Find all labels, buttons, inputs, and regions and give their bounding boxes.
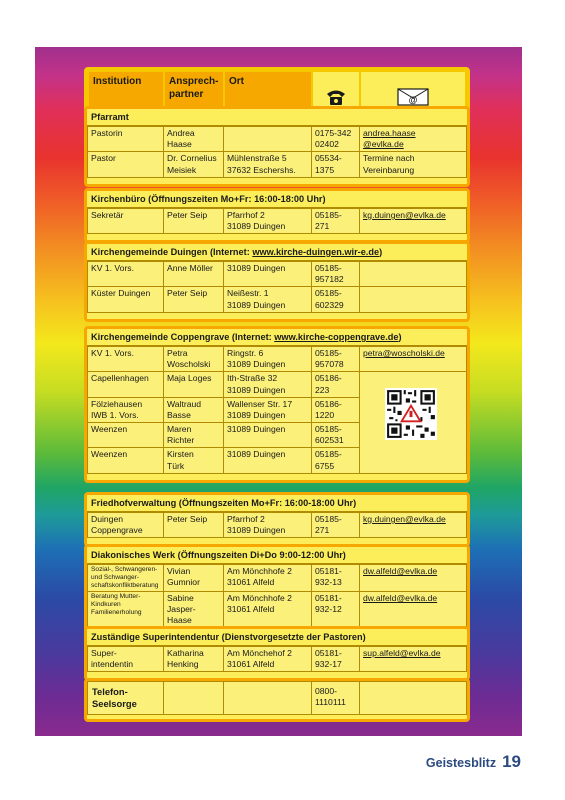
cell-place: Wallenser Str. 17 31089 Duingen	[224, 397, 312, 422]
table-row	[88, 209, 467, 234]
table-row	[88, 513, 467, 538]
section-superintendentur	[84, 626, 470, 681]
table-row	[88, 262, 467, 287]
cell-institution: Weenzen	[88, 448, 164, 473]
cell-email	[360, 262, 467, 287]
table-row	[88, 347, 467, 372]
cell-institution: Beratung Mutter- Kindkuren Familienerholung	[88, 591, 164, 628]
section-title: Diakonisches Werk (Öffnungszeiten Di+Do 9:00-12:00 Uhr)	[87, 547, 467, 564]
cell-phone: 0175-342 02402	[312, 127, 360, 152]
cell-phone: 05185- 957182	[312, 262, 360, 287]
cell-place: Pfarrhof 2 31089 Duingen	[224, 209, 312, 234]
cell-phone: 05534- 1375	[312, 152, 360, 177]
table-row	[88, 127, 467, 152]
table-row	[88, 565, 467, 592]
section-title: Kirchenbüro (Öffnungszeiten Mo+Fr: 16:00-18:00 Uhr)	[87, 191, 467, 208]
email-link[interactable]: dw.alfeld@evlka.de	[360, 565, 467, 592]
cell-place: Mühlenstraße 5 37632 Eschershs.	[224, 152, 312, 177]
cell-contact: Maja Loges	[164, 372, 224, 397]
magazine-name: Geistesblitz	[425, 756, 497, 770]
cell-phone: 05185- 271	[312, 209, 360, 234]
section-title-text: Kirchengemeinde Duingen (Internet:	[91, 247, 253, 257]
table-row	[88, 287, 467, 312]
cell-contact: Katharina Henking	[164, 647, 224, 672]
section-title	[87, 329, 467, 346]
cell-phone: 05186- 1220	[312, 397, 360, 422]
cell-contact: Vivian Gumnior	[164, 565, 224, 592]
cell-place: Pfarrhof 2 31089 Duingen	[224, 513, 312, 538]
cell-institution: Pastorin	[88, 127, 164, 152]
cell-institution: Telefon- Seelsorge	[88, 682, 164, 715]
cell-institution: Super- intendentin	[88, 647, 164, 672]
website-link[interactable]: www.kirche-coppengrave.de	[274, 332, 399, 342]
table-row	[88, 591, 467, 628]
cell-phone: 05181- 932-13	[312, 565, 360, 592]
cell-phone: 05185- 957078	[312, 347, 360, 372]
email-link[interactable]: dw.alfeld@evlka.de	[360, 591, 467, 628]
cell-contact	[164, 682, 224, 715]
cell-phone: 05186- 223	[312, 372, 360, 397]
section-title-end: )	[379, 247, 383, 257]
section-friedhof	[84, 492, 470, 547]
cell-contact: Maren Richter	[164, 423, 224, 448]
page-footer	[426, 752, 521, 772]
cell-contact: Sabine Jasper-Haase	[164, 591, 224, 628]
table-row	[88, 647, 467, 672]
header-place: Ort	[224, 71, 312, 114]
section-title	[87, 244, 467, 261]
phone-icon	[325, 88, 347, 106]
section-duingen	[84, 241, 470, 322]
cell-institution: Weenzen	[88, 423, 164, 448]
email-link[interactable]: kg.duingen@evlka.de	[360, 209, 467, 234]
email-link[interactable]: petra@woscholski.de	[360, 347, 467, 372]
cell-place: Am Mönchehof 2 31061 Alfeld	[224, 647, 312, 672]
svg-text:@: @	[408, 95, 418, 105]
page-number: 19	[502, 752, 521, 771]
section-seelsorge	[84, 678, 470, 722]
cell-email	[360, 682, 467, 715]
cell-place	[224, 127, 312, 152]
section-title-end: )	[398, 332, 402, 342]
cell-phone: 05185- 602329	[312, 287, 360, 312]
cell-place	[224, 682, 312, 715]
cell-place: Am Mönchhofe 2 31061 Alfeld	[224, 591, 312, 628]
cell-place: Neißestr. 1 31089 Duingen	[224, 287, 312, 312]
cell-place: Ith-Straße 32 31089 Duingen	[224, 372, 312, 397]
cell-contact: Kirsten Türk	[164, 448, 224, 473]
cell-contact: Waltraud Basse	[164, 397, 224, 422]
cell-place: Am Mönchhofe 2 31061 Alfeld	[224, 565, 312, 592]
section-title: Pfarramt	[87, 109, 467, 126]
mail-at-icon	[397, 88, 429, 106]
cell-phone: 05185- 6755	[312, 448, 360, 473]
cell-institution: Sekretär	[88, 209, 164, 234]
cell-institution: Fölziehausen IWB 1. Vors.	[88, 397, 164, 422]
cell-place: 31089 Duingen	[224, 423, 312, 448]
cell-place: 31089 Duingen	[224, 448, 312, 473]
header-institution: Institution	[88, 71, 164, 114]
website-link[interactable]: www.kirche-duingen.wir-e.de	[252, 247, 380, 257]
cell-contact: Andrea Haase	[164, 127, 224, 152]
email-link[interactable]: andrea.haase @evlka.de	[360, 127, 467, 152]
table-row	[88, 152, 467, 177]
cell-email	[360, 287, 467, 312]
qr-code-icon[interactable]	[385, 388, 437, 440]
section-title-text: Kirchengemeinde Coppengrave (Internet:	[91, 332, 275, 342]
cell-contact: Dr. Cornelius Meisiek	[164, 152, 224, 177]
section-diakonie	[84, 544, 470, 637]
cell-institution: Küster Duingen	[88, 287, 164, 312]
section-pfarramt	[84, 106, 470, 187]
cell-phone: 05181- 932-12	[312, 591, 360, 628]
cell-contact: Peter Seip	[164, 513, 224, 538]
cell-institution: Duingen Coppengrave	[88, 513, 164, 538]
cell-contact: Peter Seip	[164, 209, 224, 234]
section-kirchenbuero	[84, 188, 470, 243]
header-contact: Ansprech- partner	[164, 71, 224, 114]
email-link[interactable]: sup.alfeld@evlka.de	[360, 647, 467, 672]
section-title: Friedhofverwaltung (Öffnungszeiten Mo+Fr: 16:00-18:00 Uhr)	[87, 495, 467, 512]
cell-institution: KV 1. Vors.	[88, 262, 164, 287]
cell-contact: Peter Seip	[164, 287, 224, 312]
cell-phone: 05185- 271	[312, 513, 360, 538]
cell-contact: Petra Woscholski	[164, 347, 224, 372]
cell-phone: 05185- 602531	[312, 423, 360, 448]
cell-note: Termine nach Vereinbarung	[360, 152, 467, 177]
cell-institution: KV 1. Vors.	[88, 347, 164, 372]
email-link[interactable]: kg.duingen@evlka.de	[360, 513, 467, 538]
table-row	[88, 682, 467, 715]
section-title: Zuständige Superintendentur (Dienstvorgesetzte der Pastoren)	[87, 629, 467, 646]
cell-contact: Anne Möller	[164, 262, 224, 287]
cell-institution: Sozial-, Schwangeren- und Schwanger- schaftskonfliktberatung	[88, 565, 164, 592]
cell-place: Ringstr. 6 31089 Duingen	[224, 347, 312, 372]
cell-phone: 05181- 932-17	[312, 647, 360, 672]
cell-place: 31089 Duingen	[224, 262, 312, 287]
cell-institution: Capellenhagen	[88, 372, 164, 397]
cell-phone: 0800- 1110111	[312, 682, 360, 715]
cell-institution: Pastor	[88, 152, 164, 177]
